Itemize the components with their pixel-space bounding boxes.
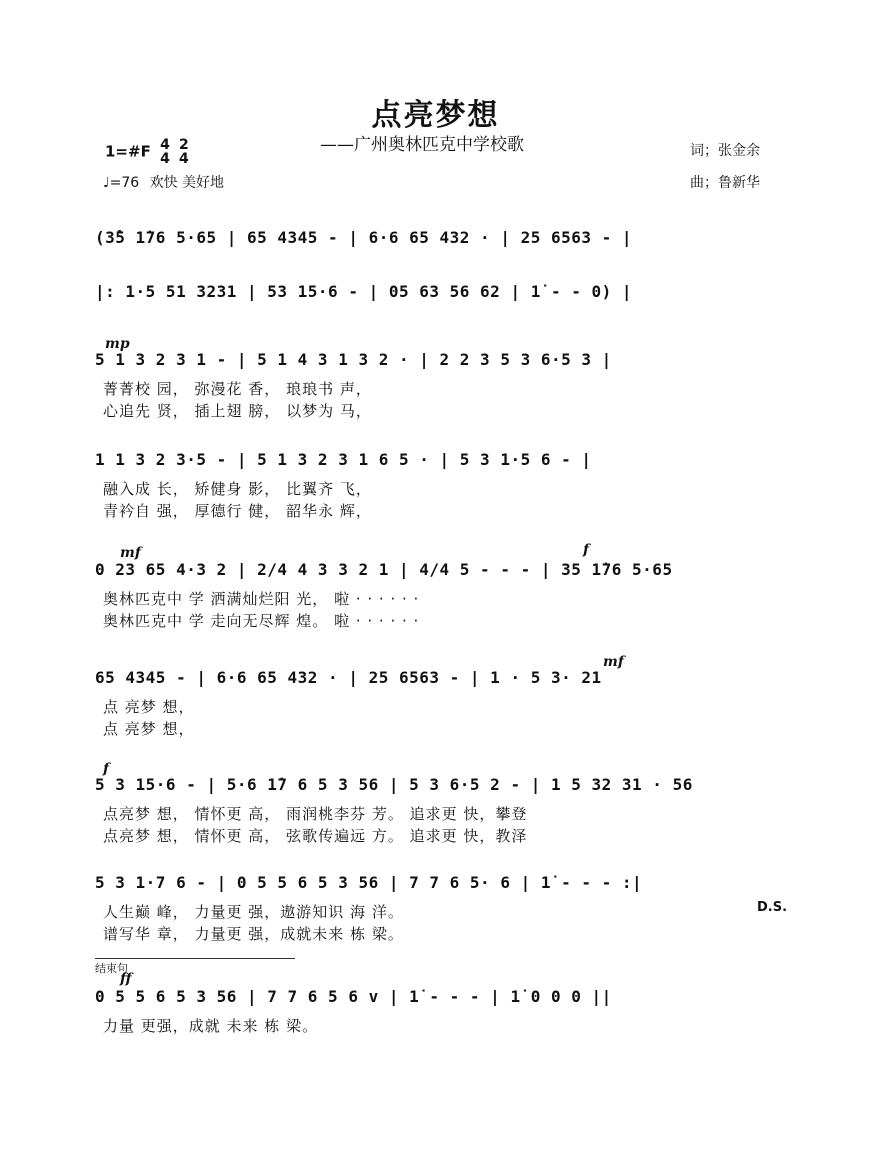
dynamic-mark: mf [603, 654, 624, 670]
ending-label: 结束句 [95, 958, 295, 976]
lyric-verse-2: 点亮梦 想， 情怀更 高， 弦歌传遍远 方。 追求更 快，教泽 [103, 827, 528, 845]
segno-dynamic-mark: f [583, 542, 590, 558]
notation-line: 65 4345 - | 6·6 65 432 · | 25 6563 - | 1 · 5 3· 21 [95, 668, 602, 687]
lyric-verse-1: 融入成 长， 矫健身 影， 比翼齐 飞， [103, 480, 372, 498]
tempo-expression: 欢快 美好地 [149, 175, 225, 191]
notation-line: 0 5 5 6 5 3 56 | 7 7 6 5 6 v | 1̇ - - - | 1̇ 0 0 0 || [95, 987, 612, 1006]
key-label: 1=#F [105, 142, 151, 161]
lyric-verse-2: 奥林匹克中 学 走向无尽辉 煌。 啦 · · · · · · [103, 612, 420, 630]
notation-line: 5 3 15·6 - | 5·6 1̇7 6 5 3 56 | 5 3 6·5 2 - | 1 5 32 31 · 56 [95, 775, 693, 794]
song-title: 点亮梦想 [371, 98, 500, 133]
time-signature-1: 4 4 [160, 137, 170, 167]
song-subtitle: ——广州奥林匹克中学校歌 [320, 135, 524, 155]
lyric-verse-2: 心追先 贤， 插上翅 膀， 以梦为 马， [103, 402, 372, 420]
notation-line: 5 1 3 2 3 1 - | 5 1 4 3 1 3 2 · | 2 2 3 5 3 6·5 3 | [95, 350, 612, 369]
notation-line: (3̂5 1̇76 5·65 | 65 4345 - | 6·6 65 432 · | 25 6563 - | [95, 228, 633, 247]
dal-segno-mark: D.S. [757, 900, 788, 915]
dynamic-mark: mp [105, 336, 130, 352]
lyric-verse-2: 谱写华 章， 力量更 强，成就未来 栋 梁。 [103, 925, 404, 943]
lyricist: 词；张金余 [690, 143, 760, 159]
lyric-verse-1: 奥林匹克中 学 洒满灿烂阳 光， 啦 · · · · · · [103, 590, 420, 608]
lyric-verse-1: 点亮梦 想， 情怀更 高， 雨润桃李芬 芳。 追求更 快，攀登 [103, 805, 528, 823]
lyric-verse-1: 点 亮梦 想， [103, 698, 195, 716]
dynamic-mark: mf [120, 545, 141, 561]
lyric-verse-2: 点 亮梦 想， [103, 720, 195, 738]
notation-line: |: 1·5 51 3231 | 53 15·6 - | 05 63 56 62 | 1̇ - - 0) | [95, 282, 633, 301]
lyric-verse-1: 力量 更强，成就 未来 栋 梁。 [103, 1017, 319, 1035]
lyric-verse-1: 人生巅 峰， 力量更 强，遨游知识 海 洋。 [103, 903, 404, 921]
notation-line: 1 1 3 2 3·5 - | 5 1 3 2 3 1 6 5 · | 5 3 1·5 6 - | [95, 450, 592, 469]
lyric-verse-1: 菁菁校 园， 弥漫花 香， 琅琅书 声， [103, 380, 372, 398]
key-signature [105, 138, 189, 166]
tempo-value: =76 [109, 175, 140, 191]
composer: 曲；鲁新华 [690, 175, 760, 191]
dynamic-mark: f [103, 761, 110, 777]
time-signature-2: 2 4 [179, 137, 189, 167]
notation-line: 0 23 65 4·3 2 | 2/4 4 3 3 2 1 | 4/4 5 - - - | 35 1̇76 5·65 [95, 560, 673, 579]
tempo-marking [103, 172, 224, 192]
lyric-verse-2: 青衿自 强， 厚德行 健， 韶华永 辉， [103, 502, 372, 520]
quarter-note-icon: ♩ [103, 175, 110, 191]
dynamic-mark: ff [120, 971, 132, 987]
notation-line: 5 3 1·7 6 - | 0 5 5 6 5 3 56 | 7 7 6 5· 6 | 1̇ - - - :| [95, 873, 643, 892]
